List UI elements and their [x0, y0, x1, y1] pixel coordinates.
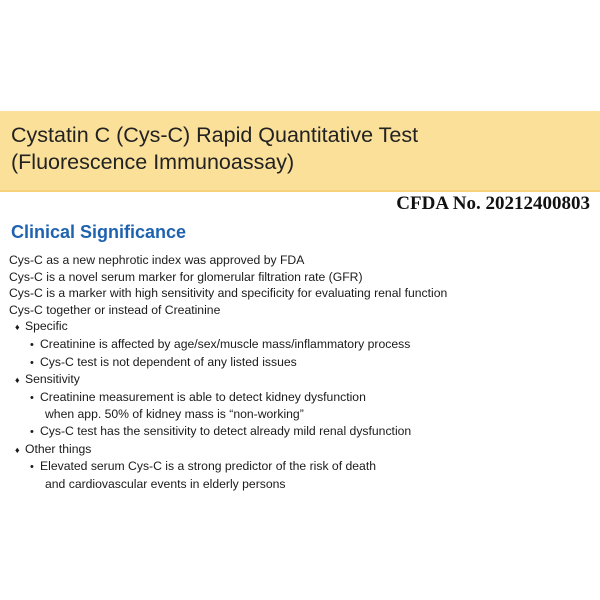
dot-bullet-icon: •: [30, 356, 34, 369]
list-item-other-things: [9, 441, 594, 459]
sub-list-item-text: Creatinine measurement is able to detect kidney dysfunction: [40, 389, 366, 404]
sub-list-item-text: Creatinine is affected by age/sex/muscle mass/inflammatory process: [40, 336, 411, 351]
sub-list-item-continuation: and cardiovascular events in elderly persons: [45, 476, 286, 491]
diamond-bullet-icon: ♦: [15, 322, 20, 333]
dot-bullet-icon: •: [30, 338, 34, 351]
dot-bullet-icon: •: [30, 391, 34, 404]
diamond-bullet-icon: ♦: [15, 375, 20, 386]
text-line: Cys-C as a new nephrotic index was approved by FDA: [9, 253, 305, 267]
sub-list-item: [9, 423, 594, 441]
sub-list-item-text: Elevated serum Cys-C is a strong predictor of the risk of death: [40, 459, 376, 474]
list-item-label: Specific: [25, 319, 68, 334]
list-item-label: Other things: [25, 441, 92, 456]
section-heading: Clinical Significance: [11, 222, 187, 242]
dot-bullet-icon: •: [30, 461, 34, 474]
title-banner: [0, 111, 600, 192]
text-line: Cys-C is a novel serum marker for glomerular filtration rate (GFR): [9, 269, 363, 284]
sub-list-item-continuation: when app. 50% of kidney mass is “non-working”: [45, 407, 304, 422]
cfda-number: CFDA No. 20212400803: [396, 193, 590, 214]
sub-list-item-text: Cys-C test has the sensitivity to detect already mild renal dysfunction: [40, 423, 412, 438]
sub-list-item-text: Cys-C test is not dependent of any listed issues: [40, 354, 297, 369]
product-title: [11, 122, 418, 176]
sub-list-item: [9, 354, 594, 372]
sub-list-item: [9, 389, 594, 407]
list-item-label: Sensitivity: [25, 372, 80, 387]
sub-list-item: [9, 458, 594, 476]
list-item-sensitivity: [9, 371, 594, 389]
text-line: Cys-C is a marker with high sensitivity and specificity for evaluating renal function: [9, 286, 448, 301]
list-item-specific: [9, 318, 594, 336]
sub-list-item: [9, 336, 594, 354]
significance-body: [9, 252, 594, 492]
text-line: Cys-C together or instead of Creatinine: [9, 302, 221, 317]
product-title-line-1: Cystatin C (Cys-C) Rapid Quantitative Test: [11, 123, 419, 147]
diamond-bullet-icon: ♦: [15, 444, 20, 455]
product-title-line-2: (Fluorescence Immunoassay): [11, 150, 295, 174]
dot-bullet-icon: •: [30, 425, 34, 438]
